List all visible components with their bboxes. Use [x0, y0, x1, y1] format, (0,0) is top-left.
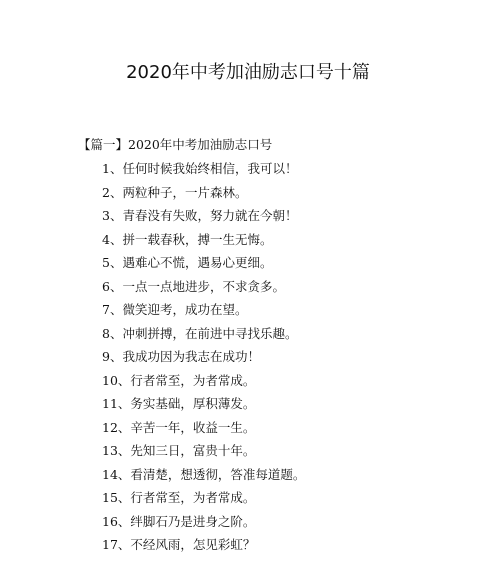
- list-item: 3、青春没有失败，努力就在今朝！: [102, 208, 298, 223]
- list-item: 10、行者常至，为者常成。: [102, 372, 256, 388]
- list-item: 7、微笑迎考，成功在望。: [102, 302, 248, 317]
- slogan-list: [102, 157, 305, 557]
- list-item: 11、务实基础，厚积薄发。: [102, 396, 256, 411]
- list-item: 12、辛苦一年，收益一生。: [102, 419, 256, 435]
- list-item: 8、冲刺拼搏，在前进中寻找乐趣。: [102, 325, 298, 341]
- list-item: 9、我成功因为我志在成功！: [102, 349, 260, 364]
- list-item: 6、一点一点地进步，不求贪多。: [102, 278, 285, 294]
- list-item: 5、遇难心不慌，遇易心更细。: [102, 255, 273, 270]
- list-item: 17、不经风雨，怎见彩虹？: [102, 537, 256, 552]
- list-item: 13、先知三日，富贵十年。: [102, 443, 256, 458]
- list-item: 16、绊脚石乃是进身之阶。: [102, 513, 256, 529]
- list-item: 1、任何时候我始终相信，我可以！: [102, 161, 298, 176]
- list-item: 2、两粒种子，一片森林。: [102, 184, 248, 200]
- list-item: 14、看清楚，想透彻，答准每道题。: [102, 466, 306, 482]
- document-title: 2020年中考加油励志口号十篇: [126, 62, 370, 83]
- list-item: 15、行者常至，为者常成。: [102, 490, 256, 505]
- list-item: 4、拼一载春秋，搏一生无悔。: [102, 231, 273, 247]
- section-heading: 【篇一】2020年中考加油励志口号: [78, 137, 273, 152]
